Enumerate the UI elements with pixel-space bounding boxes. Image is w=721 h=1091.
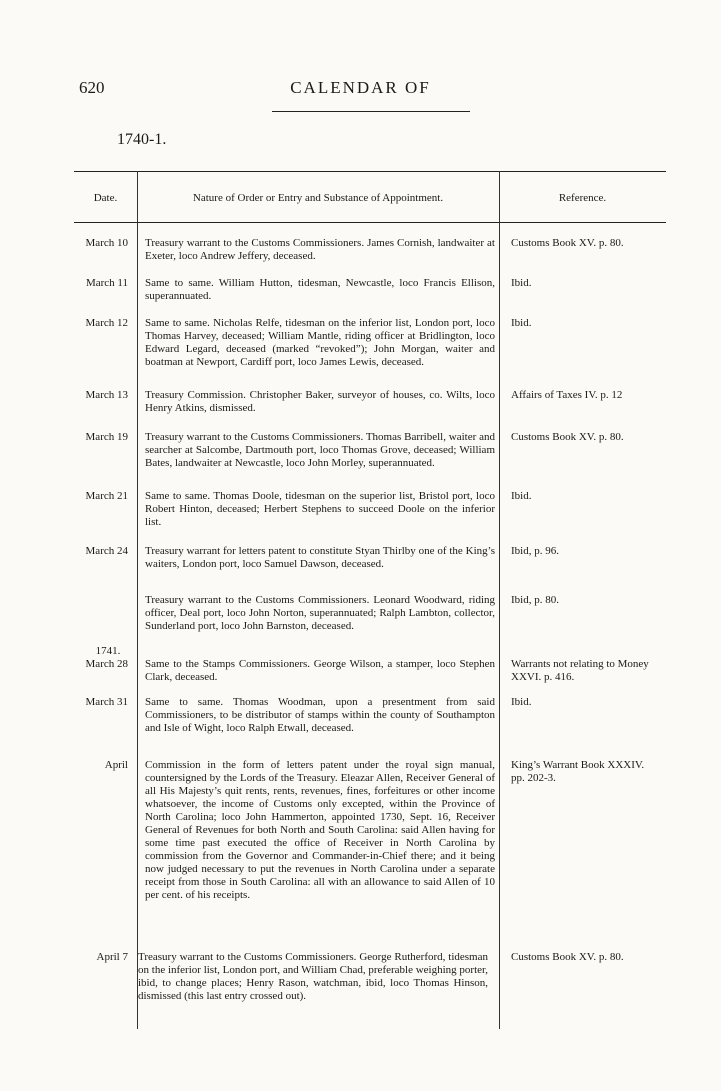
- header-rule: [272, 111, 470, 112]
- row-date: April: [104, 759, 128, 771]
- table-top-rule: [74, 171, 666, 172]
- row-reference: Affairs of Taxes IV. p. 12: [511, 389, 623, 401]
- row-entry: Treasury warrant for letters patent to constitute Styan Thirlby one of the King’s waiters, London port, loco Samuel Dawson, deceased.: [145, 545, 495, 570]
- row-date: March 11: [85, 277, 128, 289]
- row-reference: Ibid.: [511, 696, 532, 708]
- row-date: March 13: [85, 389, 128, 401]
- row-entry: Same to same. Thomas Woodman, upon a presentment from said Commissioners, to be distributor of stamps within the county of Southampton and Isle of Wight, loco Ralph Etwall, deceased.: [145, 696, 495, 734]
- row-entry: Same to the Stamps Commissioners. George Wilson, a stamper, loco Stephen Clark, deceased.: [145, 658, 495, 683]
- row-entry: Treasury warrant to the Customs Commissioners. James Cornish, landwaiter at Exeter, loco Andrew Jeffery, deceased.: [145, 237, 495, 262]
- row-entry: Treasury warrant to the Customs Commissioners. George Rutherford, tidesman on the inferior list, London port, and William Chad, preferable weighing porter, ibid, to change places; Henry Rason, watchman, ibid, loco Thomas Hinson, dismissed (this last entry crossed out).: [138, 951, 488, 1002]
- column-header-date: Date.: [93, 192, 118, 204]
- row-reference: Ibid.: [511, 277, 532, 289]
- row-date: April 7: [96, 951, 128, 963]
- row-reference: Customs Book XV. p. 80.: [511, 237, 624, 249]
- row-year: 1741.: [95, 645, 121, 657]
- row-entry: Same to same. Thomas Doole, tidesman on the superior list, Bristol port, loco Robert Hinton, deceased; Herbert Stephens to succeed Doole on the inferior list.: [145, 490, 495, 528]
- table-header-rule: [74, 222, 666, 223]
- row-reference: Customs Book XV. p. 80.: [511, 951, 624, 963]
- row-date: March 21: [85, 490, 128, 502]
- row-date: March 28: [85, 658, 128, 670]
- row-reference: Warrants not relating to Money XXVI. p. 416.: [511, 658, 649, 683]
- row-entry: Treasury warrant to the Customs Commissioners. Leonard Woodward, riding officer, Deal port, loco John Norton, superannuated; Ralph Lambton, collector, Sunderland port, loco John Barnston, deceased.: [145, 594, 495, 632]
- year-heading: 1740-1.: [117, 131, 167, 148]
- row-reference: Ibid.: [511, 317, 532, 329]
- column-header-reference: Reference.: [558, 192, 607, 204]
- row-entry: Treasury warrant to the Customs Commissioners. Thomas Barribell, waiter and searcher at Salcombe, Dartmouth port, loco Thomas Grove, deceased; William Bates, landwaiter at Newcastle, loco John Morley, superannuated.: [145, 431, 495, 469]
- row-reference: King’s Warrant Book XXXIV. pp. 202-3.: [511, 759, 645, 784]
- row-reference: Ibid, p. 96.: [511, 545, 559, 557]
- row-entry: Commission in the form of letters patent under the royal sign manual, countersigned by the Lords of the Treasury. Eleazar Allen, Receiver General of all His Majesty’s quit rents, rents, revenues, fines, forfeitures or other income whatsoever, the income of Customs only excepted, within the Province of North Carolina; loco John Hammerton, appointed 1730, Sept. 16, Receiver General of Revenues for both North and South Carolina: said Allen having for some time past executed the office of Receiver in North Carolina by commission from the Governor and Commander-in-Chief there; and it being now judged necessary to put the revenues in North Carolina under a separate receipt from those in South Carolina: all with an allowance to said Allen of 10 per cent. of his receipts.: [145, 759, 495, 901]
- page-number: 620: [79, 78, 105, 97]
- row-reference: Customs Book XV. p. 80.: [511, 431, 624, 443]
- row-reference: Ibid, p. 80.: [511, 594, 559, 606]
- row-entry: Same to same. Nicholas Relfe, tidesman on the inferior list, London port, loco Thomas Harvey, deceased; William Mantle, riding officer at Bridlington, loco Edward Legard, deceased (marked “revoked”); John Morgan, waiter and boatman at Newport, Cardiff port, loco James Lewis, deceased.: [145, 317, 495, 368]
- row-date: March 19: [85, 431, 128, 443]
- row-date: March 10: [85, 237, 128, 249]
- row-reference: Ibid.: [511, 490, 532, 502]
- row-date: March 24: [85, 545, 128, 557]
- row-entry: Same to same. William Hutton, tidesman, Newcastle, loco Francis Ellison, superannuated.: [145, 277, 495, 302]
- running-title: CALENDAR OF: [290, 78, 431, 97]
- column-header-entry: Nature of Order or Entry and Substance of Appointment.: [192, 192, 444, 204]
- row-date: March 12: [85, 317, 128, 329]
- date-column-divider: [137, 171, 138, 1029]
- row-date: March 31: [85, 696, 128, 708]
- reference-column-divider: [499, 171, 500, 1029]
- row-entry: Treasury Commission. Christopher Baker, surveyor of houses, co. Wilts, loco Henry Atkins, dismissed.: [145, 389, 495, 414]
